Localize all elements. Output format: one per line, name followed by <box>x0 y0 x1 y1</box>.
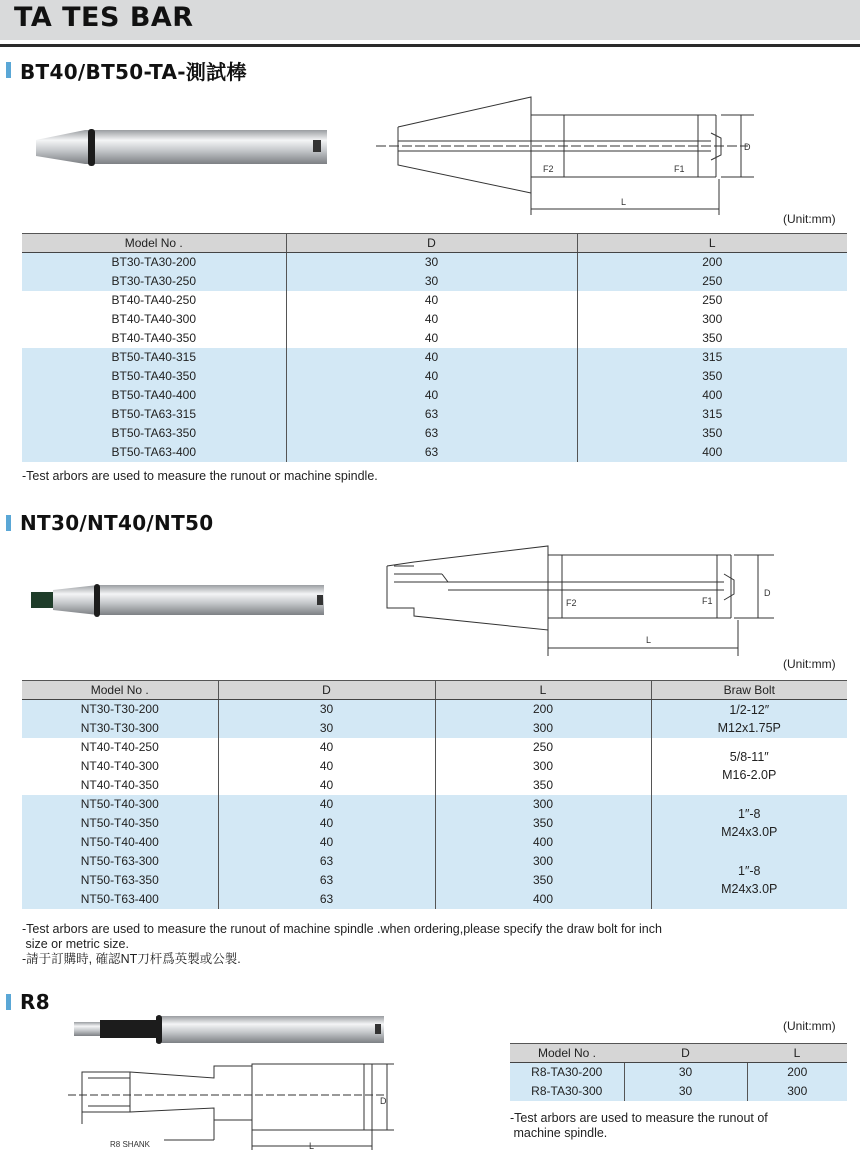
col-header-l: L <box>747 1044 847 1063</box>
cell-d: 30 <box>624 1082 747 1101</box>
cell-l: 315 <box>577 348 847 367</box>
cell-d: 40 <box>218 833 435 852</box>
cell-model: NT50-T63-300 <box>22 852 218 871</box>
cell-d: 40 <box>286 291 577 310</box>
col-header-d: D <box>218 681 435 700</box>
section-title-nt: NT30/NT40/NT50 <box>20 511 214 535</box>
cell-l: 300 <box>435 795 651 814</box>
nt-label-d: D <box>764 588 771 598</box>
table-row <box>510 1063 847 1082</box>
nt-label-l: L <box>646 635 652 645</box>
cell-d: 40 <box>218 795 435 814</box>
cell-d: 63 <box>286 424 577 443</box>
cell-l: 400 <box>435 833 651 852</box>
cell-model: BT50-TA63-400 <box>22 443 286 462</box>
cell-l: 350 <box>435 871 651 890</box>
cell-d: 63 <box>286 405 577 424</box>
note-nt-line2: size or metric size. <box>22 937 129 951</box>
col-header-model: Model No . <box>22 234 286 253</box>
cell-model: R8-TA30-300 <box>510 1082 624 1101</box>
section-marker <box>6 994 11 1010</box>
col-header-model: Model No . <box>510 1044 624 1063</box>
cell-model: NT50-T63-350 <box>22 871 218 890</box>
cell-l: 250 <box>435 738 651 757</box>
cell-model: BT50-TA40-315 <box>22 348 286 367</box>
table-row <box>22 329 847 348</box>
bt-section-drawing <box>376 93 776 220</box>
table-row <box>22 386 847 405</box>
col-header-model: Model No . <box>22 681 218 700</box>
cell-d: 30 <box>218 719 435 738</box>
table-row <box>22 443 847 462</box>
section-marker <box>6 515 11 531</box>
cell-l: 300 <box>435 757 651 776</box>
bt-test-bar-image <box>30 118 335 180</box>
cell-d: 63 <box>218 890 435 909</box>
cell-l: 400 <box>577 386 847 405</box>
note-r8 <box>510 1111 768 1141</box>
bolt-metric: M24x3.0P <box>721 882 778 896</box>
nt-label-f2: F2 <box>566 598 577 608</box>
r8-label-l: L <box>309 1141 315 1151</box>
bolt-metric: M16-2.0P <box>722 768 777 782</box>
section-heading-bt <box>6 57 247 83</box>
col-header-l: L <box>435 681 651 700</box>
cell-model: NT50-T40-350 <box>22 814 218 833</box>
cell-l: 350 <box>435 776 651 795</box>
cell-l: 350 <box>577 329 847 348</box>
bolt-metric: M12x1.75P <box>717 720 781 735</box>
col-header-l: L <box>577 234 847 253</box>
cell-l: 250 <box>577 272 847 291</box>
cell-draw-bolt <box>651 795 847 852</box>
cell-l: 350 <box>435 814 651 833</box>
table-header-row <box>22 681 847 700</box>
cell-d: 40 <box>218 757 435 776</box>
bolt-metric: M24x3.0P <box>721 825 778 839</box>
nt-test-bar-image <box>28 578 333 622</box>
cell-model: BT50-TA40-400 <box>22 386 286 405</box>
nt-section-drawing <box>384 544 784 659</box>
cell-model: BT40-TA40-250 <box>22 291 286 310</box>
table-row <box>22 738 847 757</box>
bolt-inch: 5/8-11″ <box>729 750 769 764</box>
cell-draw-bolt <box>651 738 847 795</box>
cell-l: 300 <box>435 719 651 738</box>
cell-l: 400 <box>577 443 847 462</box>
cell-d: 63 <box>218 852 435 871</box>
table-row <box>22 310 847 329</box>
cell-l: 200 <box>435 700 651 719</box>
page-title: TA TES BAR <box>14 2 194 33</box>
cell-model: NT30-T30-200 <box>22 700 218 719</box>
cell-d: 63 <box>286 443 577 462</box>
cell-model: BT40-TA40-300 <box>22 310 286 329</box>
bolt-inch: 1″-8 <box>738 807 761 821</box>
cell-model: NT50-T40-400 <box>22 833 218 852</box>
table-row <box>22 272 847 291</box>
bt-label-f2: F2 <box>543 164 554 174</box>
unit-label-bt: (Unit:mm) <box>783 212 836 226</box>
unit-label-nt: (Unit:mm) <box>783 657 836 671</box>
r8-spec-table <box>510 1043 847 1101</box>
cell-l: 200 <box>747 1063 847 1082</box>
bolt-inch: 1″-8 <box>738 864 761 878</box>
cell-l: 350 <box>577 424 847 443</box>
cell-model: NT50-T63-400 <box>22 890 218 909</box>
cell-d: 40 <box>218 814 435 833</box>
col-header-d: D <box>624 1044 747 1063</box>
cell-d: 40 <box>286 348 577 367</box>
table-row <box>22 405 847 424</box>
cell-model: NT40-T40-300 <box>22 757 218 776</box>
bt-label-f1: F1 <box>674 164 685 174</box>
cell-model: BT30-TA30-200 <box>22 253 286 272</box>
r8-section-drawing <box>64 1058 400 1158</box>
section-heading-r8 <box>6 989 50 1015</box>
cell-l: 250 <box>577 291 847 310</box>
table-header-row <box>22 234 847 253</box>
table-row <box>22 795 847 814</box>
nt-spec-table <box>22 680 847 909</box>
section-heading-nt <box>6 510 213 536</box>
cell-d: 40 <box>286 386 577 405</box>
cell-draw-bolt <box>651 700 847 738</box>
cell-model: BT30-TA30-250 <box>22 272 286 291</box>
table-row <box>22 700 847 719</box>
cell-model: BT50-TA40-350 <box>22 367 286 386</box>
r8-test-bar-image <box>72 1013 392 1047</box>
cell-d: 30 <box>286 253 577 272</box>
cell-model: NT30-T30-300 <box>22 719 218 738</box>
cell-model: NT40-T40-250 <box>22 738 218 757</box>
note-nt <box>22 922 662 967</box>
cell-model: BT50-TA63-315 <box>22 405 286 424</box>
page-header <box>0 0 860 40</box>
note-nt-line1: -Test arbors are used to measure the runout of machine spindle .when ordering,please specify the draw bolt for inch <box>22 922 662 936</box>
cell-d: 40 <box>286 310 577 329</box>
table-row <box>22 253 847 272</box>
cell-d: 30 <box>218 700 435 719</box>
cell-l: 200 <box>577 253 847 272</box>
cell-l: 300 <box>577 310 847 329</box>
r8-label-shank: R8 SHANK <box>110 1140 151 1149</box>
cell-d: 63 <box>218 871 435 890</box>
col-header-d: D <box>286 234 577 253</box>
r8-label-d: D <box>380 1096 387 1106</box>
cell-model: NT40-T40-350 <box>22 776 218 795</box>
cell-model: R8-TA30-200 <box>510 1063 624 1082</box>
cell-d: 40 <box>286 367 577 386</box>
header-divider <box>0 44 860 47</box>
table-row <box>22 852 847 871</box>
cell-l: 350 <box>577 367 847 386</box>
cell-draw-bolt <box>651 852 847 909</box>
cell-d: 30 <box>624 1063 747 1082</box>
nt-label-f1: F1 <box>702 596 713 606</box>
note-r8-line2: machine spindle. <box>510 1126 608 1140</box>
table-header-row <box>510 1044 847 1063</box>
cell-d: 40 <box>218 738 435 757</box>
note-nt-line3: -請于訂購時, 確認NT刀杆爲英製或公製. <box>22 952 241 966</box>
cell-l: 300 <box>747 1082 847 1101</box>
table-row <box>510 1082 847 1101</box>
note-r8-line1: -Test arbors are used to measure the runout of <box>510 1111 768 1125</box>
cell-d: 40 <box>286 329 577 348</box>
table-row <box>22 367 847 386</box>
bt-spec-table <box>22 233 847 462</box>
section-title-bt: BT40/BT50-TA-測試棒 <box>20 59 247 84</box>
bolt-inch: 1/2-12″ <box>729 702 770 717</box>
bt-label-l: L <box>621 197 627 207</box>
bt-label-d: D <box>744 142 751 152</box>
cell-model: BT50-TA63-350 <box>22 424 286 443</box>
table-row <box>22 424 847 443</box>
col-header-draw-bolt: Braw Bolt <box>651 681 847 700</box>
table-row <box>22 348 847 367</box>
cell-d: 40 <box>218 776 435 795</box>
cell-l: 315 <box>577 405 847 424</box>
cell-l: 400 <box>435 890 651 909</box>
table-row <box>22 291 847 310</box>
cell-l: 300 <box>435 852 651 871</box>
cell-d: 30 <box>286 272 577 291</box>
cell-model: BT40-TA40-350 <box>22 329 286 348</box>
unit-label-r8: (Unit:mm) <box>783 1019 836 1033</box>
note-bt: -Test arbors are used to measure the runout or machine spindle. <box>22 469 378 483</box>
section-title-r8: R8 <box>20 990 50 1014</box>
section-marker <box>6 62 11 78</box>
cell-model: NT50-T40-300 <box>22 795 218 814</box>
